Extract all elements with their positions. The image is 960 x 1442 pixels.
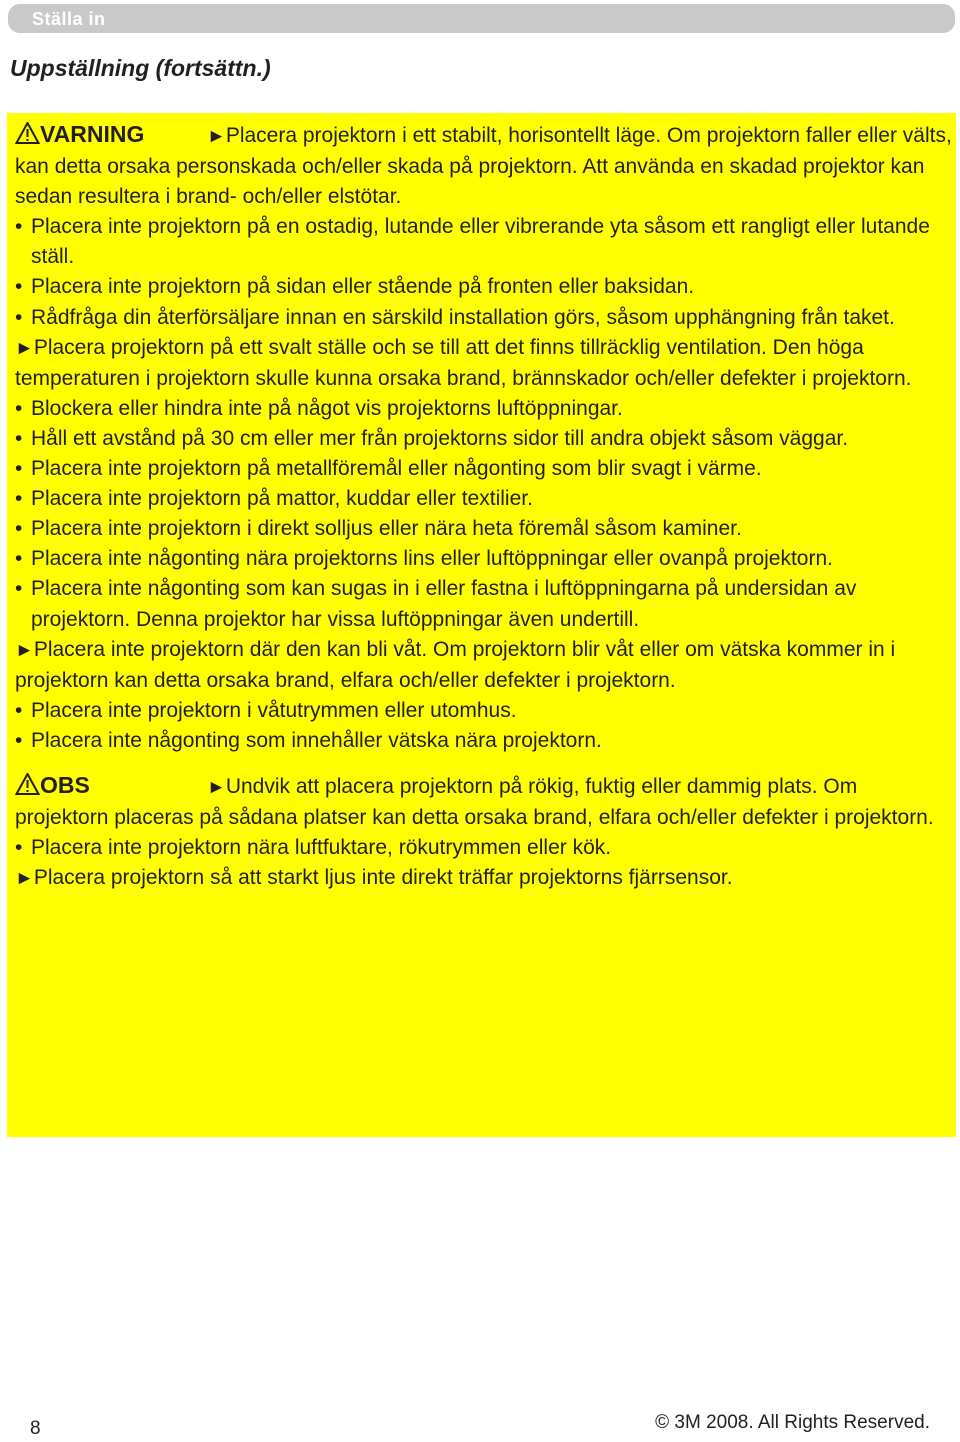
safety-content bbox=[15, 119, 955, 894]
warning-bullet: • Placera inte projektorn i våtutrymmen eller utomhus. bbox=[15, 696, 955, 726]
page-number: 8 bbox=[30, 1418, 41, 1439]
arrow-right-icon: ► bbox=[15, 639, 34, 661]
warning-arrow-item bbox=[15, 635, 955, 696]
warning-heading-label: VARNING bbox=[40, 121, 145, 147]
caution-first-line bbox=[15, 770, 955, 833]
warning-text: Placera projektorn på ett svalt ställe och se till att det finns tillräcklig ventilation. Den höga temperaturen i projektorn skulle kunna orsaka brand, brännskador och/eller defekter i projektorn. bbox=[15, 335, 912, 390]
warning-heading bbox=[15, 119, 207, 149]
arrow-right-icon: ► bbox=[15, 337, 34, 359]
warning-text: Placera inte projektorn där den kan bli våt. Om projektorn blir våt eller om vätska kommer in i projektorn kan detta orsaka brand, elfara och/eller defekter i projektorn. bbox=[15, 637, 896, 692]
warning-bullet: • Rådfråga din återförsäljare innan en särskild installation görs, såsom upphängning från taket. bbox=[15, 303, 955, 333]
warning-arrow-item bbox=[15, 333, 955, 394]
warning-triangle-icon bbox=[15, 122, 40, 144]
warning-bullet: • Blockera eller hindra inte på något vis projektorns luftöppningar. bbox=[15, 394, 955, 424]
warning-bullet: • Placera inte projektorn på metallföremål eller någonting som blir svagt i värme. bbox=[15, 454, 955, 484]
warning-bullet: • Placera inte projektorn på sidan eller stående på fronten eller baksidan. bbox=[15, 272, 955, 302]
arrow-right-icon: ► bbox=[207, 776, 226, 798]
warning-bullet: • Håll ett avstånd på 30 cm eller mer från projektorns sidor till andra objekt såsom väggar. bbox=[15, 424, 955, 454]
page-title: Uppställning (fortsättn.) bbox=[10, 55, 271, 81]
caution-text: Placera projektorn så att starkt ljus inte direkt träffar projektorns fjärrsensor. bbox=[33, 866, 733, 890]
warning-bullet: • Placera inte någonting som kan sugas in i eller fastna i luftöppningarna på undersidan av projektorn. Denna projektor har vissa luftöppningar även undertill. bbox=[15, 574, 955, 634]
caution-arrow-item bbox=[15, 863, 955, 894]
caution-heading bbox=[15, 770, 207, 800]
section-label: Ställa in bbox=[32, 9, 106, 29]
warning-text: Placera projektorn i ett stabilt, horisontellt läge. Om projektorn faller eller välts, kan detta orsaka personskada och/eller skada på projektorn. Att använda en skadad projektor kan sedan resultera i brand- och/eller elstötar. bbox=[15, 124, 952, 209]
warning-triangle-icon bbox=[15, 773, 40, 795]
warning-first-line bbox=[15, 119, 955, 212]
caution-bullet: • Placera inte projektorn nära luftfuktare, rökutrymmen eller kök. bbox=[15, 833, 955, 863]
section-header bbox=[8, 4, 955, 33]
warning-bullet: • Placera inte projektorn på en ostadig, lutande eller vibrerande yta såsom ett rangligt eller lutande ställ. bbox=[15, 212, 955, 272]
arrow-right-icon: ► bbox=[15, 868, 34, 890]
safety-notice-box bbox=[7, 113, 956, 1137]
warning-bullet: • Placera inte projektorn i direkt solljus eller nära heta föremål såsom kaminer. bbox=[15, 514, 955, 544]
copyright-notice: © 3M 2008. All Rights Reserved. bbox=[655, 1412, 930, 1433]
warning-bullet: • Placera inte någonting nära projektorns lins eller luftöppningar eller ovanpå projektorn. bbox=[15, 544, 955, 574]
caution-text: Undvik att placera projektorn på rökig, fuktig eller dammig plats. Om projektorn placeras på sådana platser kan detta orsaka brand, elfara och/eller defekter i projektorn. bbox=[15, 774, 934, 830]
section-gap bbox=[15, 756, 955, 770]
warning-bullet: • Placera inte projektorn på mattor, kuddar eller textilier. bbox=[15, 484, 955, 514]
warning-bullet: • Placera inte någonting som innehåller vätska nära projektorn. bbox=[15, 726, 955, 756]
caution-heading-label: OBS bbox=[40, 771, 90, 798]
arrow-right-icon: ► bbox=[207, 126, 226, 147]
